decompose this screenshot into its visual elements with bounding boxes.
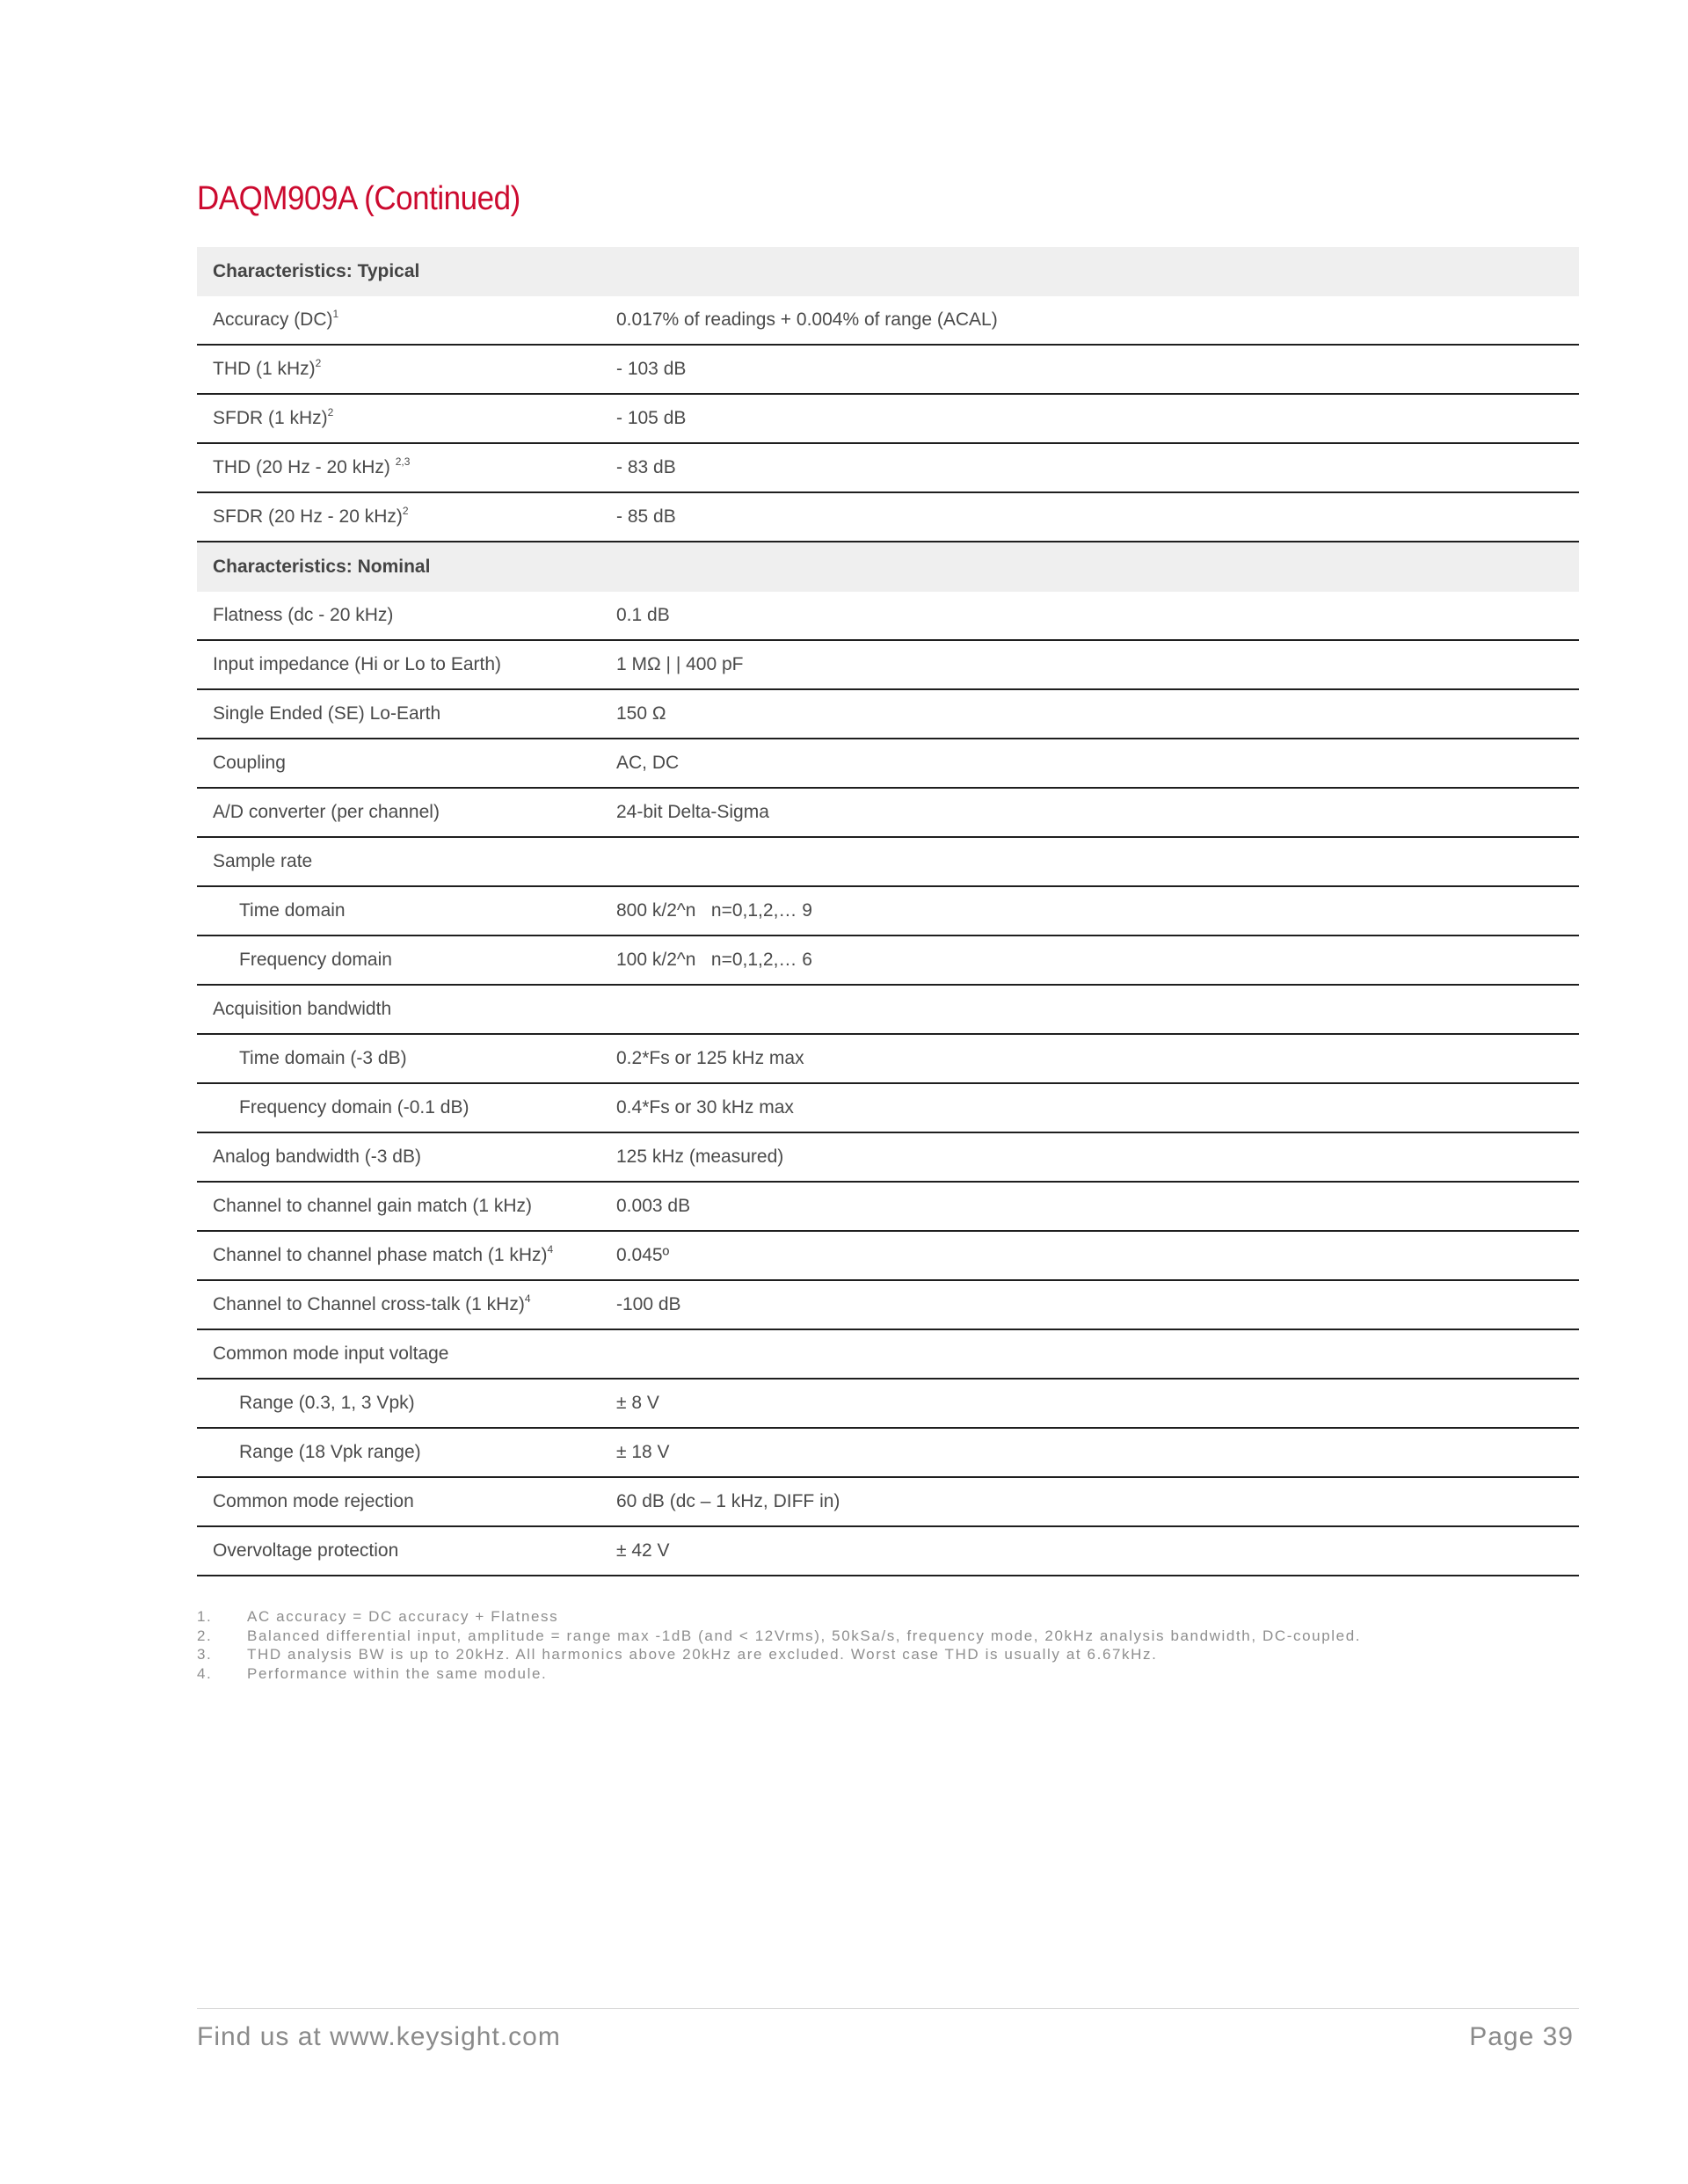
footer-divider bbox=[197, 2008, 1579, 2009]
specifications-table bbox=[197, 247, 1579, 1576]
section-heading: Characteristics: Typical bbox=[213, 261, 420, 281]
spec-row bbox=[197, 1527, 1579, 1576]
spec-label: Time domain (-3 dB) bbox=[239, 1048, 407, 1068]
spec-label-cell bbox=[197, 1147, 616, 1168]
spec-label-cell bbox=[197, 309, 616, 331]
spec-value: - 103 dB bbox=[616, 359, 687, 379]
spec-row bbox=[197, 838, 1579, 887]
footnote-reference: 4 bbox=[524, 1292, 531, 1305]
spec-value: 150 Ω bbox=[616, 703, 666, 724]
spec-value: AC, DC bbox=[616, 753, 680, 773]
spec-row bbox=[197, 1035, 1579, 1084]
spec-value: ± 18 V bbox=[616, 1442, 670, 1462]
footer-website: Find us at www.keysight.com bbox=[197, 2022, 561, 2051]
spec-label: Time domain bbox=[239, 900, 346, 921]
page-number: Page 39 bbox=[1469, 2022, 1574, 2051]
spec-label: THD (1 kHz) bbox=[213, 359, 316, 379]
spec-value: 0.4*Fs or 30 kHz max bbox=[616, 1097, 794, 1117]
spec-label: Input impedance (Hi or Lo to Earth) bbox=[213, 654, 502, 674]
footnotes bbox=[197, 1607, 1604, 1683]
spec-label-cell bbox=[197, 999, 616, 1020]
section-header bbox=[197, 542, 1579, 592]
spec-value: 0.2*Fs or 125 kHz max bbox=[616, 1048, 804, 1068]
spec-value: ± 42 V bbox=[616, 1540, 670, 1561]
spec-label: A/D converter (per channel) bbox=[213, 802, 440, 822]
footnote-number: 2. bbox=[197, 1627, 213, 1644]
spec-row bbox=[197, 641, 1579, 690]
footnote-text: AC accuracy = DC accuracy + Flatness bbox=[247, 1608, 559, 1625]
spec-label: Channel to Channel cross-talk (1 kHz) bbox=[213, 1294, 525, 1314]
footnote-reference: 1 bbox=[332, 308, 339, 320]
spec-row bbox=[197, 1183, 1579, 1232]
spec-row bbox=[197, 690, 1579, 739]
spec-value: - 105 dB bbox=[616, 408, 687, 428]
spec-label: SFDR (20 Hz - 20 kHz) bbox=[213, 506, 403, 527]
spec-label: Channel to channel gain match (1 kHz) bbox=[213, 1196, 533, 1216]
spec-row bbox=[197, 1232, 1579, 1281]
section-header bbox=[197, 247, 1579, 296]
spec-label: Flatness (dc - 20 kHz) bbox=[213, 605, 394, 625]
spec-value: 800 k/2^n n=0,1,2,… 9 bbox=[616, 900, 812, 921]
spec-row bbox=[197, 1281, 1579, 1330]
spec-label: Common mode rejection bbox=[213, 1491, 414, 1511]
spec-label-cell bbox=[197, 1540, 616, 1562]
spec-row bbox=[197, 444, 1579, 493]
footnote-item bbox=[197, 1645, 1604, 1664]
page-title: DAQM909A (Continued) bbox=[197, 180, 520, 217]
spec-label: Single Ended (SE) Lo-Earth bbox=[213, 703, 441, 724]
footnote-text: Balanced differential input, amplitude = range max -1dB (and < 12Vrms), 50kSa/s, frequency mode, 20kHz analysis bandwidth, DC-coupled. bbox=[247, 1627, 1362, 1644]
spec-row bbox=[197, 1429, 1579, 1478]
spec-label-cell bbox=[197, 1245, 616, 1266]
spec-label-cell bbox=[197, 1294, 616, 1315]
spec-label-cell bbox=[197, 1196, 616, 1217]
spec-row bbox=[197, 346, 1579, 395]
spec-label-cell bbox=[197, 408, 616, 429]
spec-label: Overvoltage protection bbox=[213, 1540, 399, 1561]
spec-row bbox=[197, 1330, 1579, 1380]
footnote-reference: 4 bbox=[547, 1243, 554, 1256]
footnote-item bbox=[197, 1627, 1604, 1646]
spec-row bbox=[197, 1084, 1579, 1133]
spec-row bbox=[197, 592, 1579, 641]
spec-label-cell bbox=[197, 1393, 616, 1414]
spec-value: 0.017% of readings + 0.004% of range (ACAL) bbox=[616, 309, 998, 330]
spec-label: Common mode input voltage bbox=[213, 1343, 449, 1364]
spec-label: Sample rate bbox=[213, 851, 313, 871]
footnote-item bbox=[197, 1664, 1604, 1684]
footnote-number: 4. bbox=[197, 1664, 213, 1682]
spec-value: - 83 dB bbox=[616, 457, 676, 477]
spec-label: Coupling bbox=[213, 753, 286, 773]
spec-label-cell bbox=[197, 802, 616, 823]
footnote-number: 3. bbox=[197, 1646, 213, 1663]
spec-value: - 85 dB bbox=[616, 506, 676, 527]
spec-value: 125 kHz (measured) bbox=[616, 1147, 784, 1167]
spec-label-cell bbox=[197, 359, 616, 380]
spec-label: Acquisition bandwidth bbox=[213, 999, 392, 1019]
spec-row bbox=[197, 986, 1579, 1035]
spec-label-cell bbox=[197, 753, 616, 774]
spec-row bbox=[197, 395, 1579, 444]
spec-row bbox=[197, 493, 1579, 542]
spec-label-cell bbox=[197, 1097, 616, 1118]
spec-value: -100 dB bbox=[616, 1294, 681, 1314]
spec-label-cell bbox=[197, 851, 616, 872]
section-heading: Characteristics: Nominal bbox=[213, 557, 431, 577]
spec-label-cell bbox=[197, 457, 616, 478]
spec-label: Range (0.3, 1, 3 Vpk) bbox=[239, 1393, 415, 1413]
spec-label: Accuracy (DC) bbox=[213, 309, 333, 330]
footnote-reference: 2 bbox=[402, 505, 409, 517]
spec-label: Frequency domain (-0.1 dB) bbox=[239, 1097, 469, 1117]
spec-row bbox=[197, 1478, 1579, 1527]
spec-label-cell bbox=[197, 1491, 616, 1512]
spec-value: 1 MΩ | | 400 pF bbox=[616, 654, 744, 674]
spec-label-cell bbox=[197, 950, 616, 971]
spec-row bbox=[197, 739, 1579, 789]
footnote-reference: 2 bbox=[315, 357, 322, 369]
footnote-text: Performance within the same module. bbox=[247, 1664, 548, 1682]
footnote-reference: 2 bbox=[327, 406, 334, 419]
spec-row bbox=[197, 936, 1579, 986]
footnote-text: THD analysis BW is up to 20kHz. All harmonics above 20kHz are excluded. Worst case THD is usually at 6.67kHz. bbox=[247, 1646, 1158, 1663]
spec-row bbox=[197, 1380, 1579, 1429]
spec-label: Frequency domain bbox=[239, 950, 392, 970]
spec-value: 0.045º bbox=[616, 1245, 670, 1265]
spec-label-cell bbox=[197, 1442, 616, 1463]
footnote-reference: 2,3 bbox=[395, 455, 411, 468]
spec-label: Analog bandwidth (-3 dB) bbox=[213, 1147, 421, 1167]
spec-value: 100 k/2^n n=0,1,2,… 6 bbox=[616, 950, 812, 970]
spec-label-cell bbox=[197, 900, 616, 921]
footnote-item bbox=[197, 1607, 1604, 1627]
spec-value: 24-bit Delta-Sigma bbox=[616, 802, 769, 822]
spec-value: 0.1 dB bbox=[616, 605, 670, 625]
footnote-number: 1. bbox=[197, 1608, 213, 1625]
spec-label-cell bbox=[197, 605, 616, 626]
spec-value: 0.003 dB bbox=[616, 1196, 691, 1216]
spec-label: SFDR (1 kHz) bbox=[213, 408, 328, 428]
spec-value: 60 dB (dc – 1 kHz, DIFF in) bbox=[616, 1491, 840, 1511]
spec-label-cell bbox=[197, 506, 616, 528]
spec-value: ± 8 V bbox=[616, 1393, 659, 1413]
spec-row bbox=[197, 789, 1579, 838]
spec-row bbox=[197, 1133, 1579, 1183]
spec-label: Range (18 Vpk range) bbox=[239, 1442, 421, 1462]
spec-label-cell bbox=[197, 703, 616, 724]
spec-label-cell bbox=[197, 1343, 616, 1365]
spec-row bbox=[197, 296, 1579, 346]
spec-label: Channel to channel phase match (1 kHz) bbox=[213, 1245, 548, 1265]
spec-label-cell bbox=[197, 654, 616, 675]
spec-label: THD (20 Hz - 20 kHz) bbox=[213, 457, 396, 477]
spec-label-cell bbox=[197, 1048, 616, 1069]
spec-row bbox=[197, 887, 1579, 936]
